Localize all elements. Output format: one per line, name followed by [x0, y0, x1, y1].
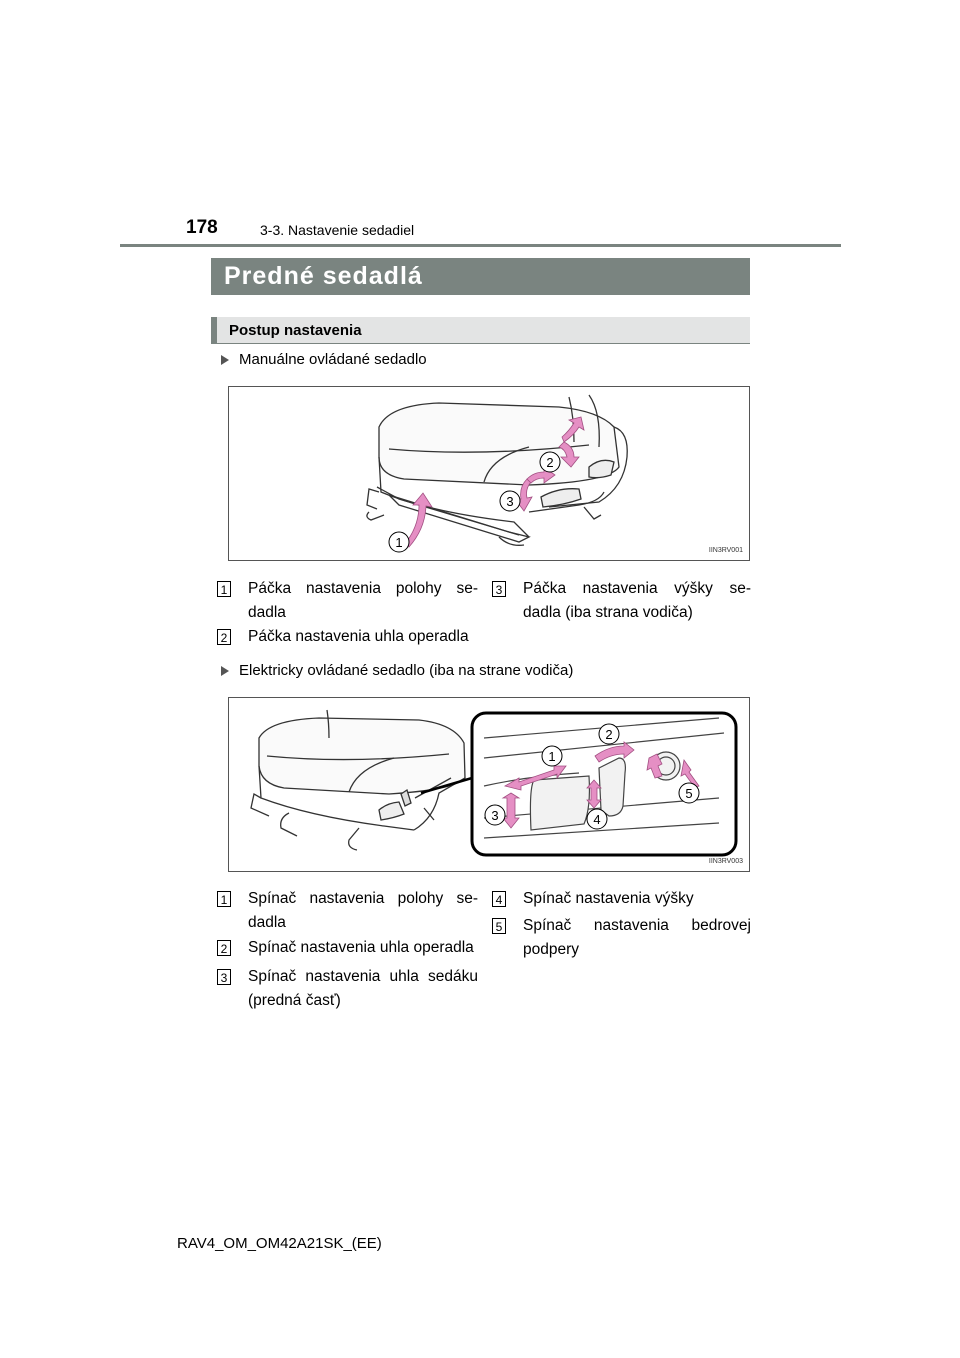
legend-number: 2 — [217, 629, 231, 645]
svg-text:1: 1 — [548, 749, 556, 764]
legend-number: 1 — [217, 581, 231, 597]
legend-item — [492, 887, 752, 913]
svg-text:4: 4 — [593, 812, 601, 827]
legend-item — [217, 936, 497, 962]
legend-item — [492, 914, 752, 964]
legend-text: Páčka nastavenia výšky se-dadla (iba strana vodiča) — [523, 580, 751, 621]
legend-text: Páčka nastavenia uhla operadla — [248, 628, 469, 645]
svg-text:2: 2 — [605, 727, 613, 742]
legend-item — [217, 625, 497, 651]
triangle-bullet-icon — [221, 666, 229, 676]
legend-item — [217, 965, 477, 1015]
figure-code: IIN3RV003 — [708, 858, 743, 865]
svg-text:5: 5 — [685, 786, 693, 801]
power-seat-figure — [228, 697, 750, 872]
legend-text: Spínač nastavenia bedrovej podpery — [523, 917, 751, 958]
footer-code: RAV4_OM_OM42A21SK_(EE) — [177, 1235, 382, 1252]
legend-number: 4 — [492, 891, 506, 907]
bullet-manual-seat-text: Manuálne ovládané sedadlo — [239, 351, 427, 368]
legend-text: Spínač nastavenia uhla sedáku (predná časť) — [248, 968, 478, 1009]
power-seat-illustration — [229, 698, 751, 873]
bullet-power-seat-text: Elektricky ovládané sedadlo (iba na strane vodiča) — [239, 662, 574, 679]
legend-number: 2 — [217, 940, 231, 956]
legend-item — [217, 887, 477, 937]
figure-code: IIN3RV001 — [708, 547, 743, 554]
bullet-power-seat — [221, 662, 573, 679]
svg-text:1: 1 — [395, 535, 403, 550]
legend-text: Spínač nastavenia polohy se-dadla — [248, 890, 478, 931]
page-title: Predné sedadlá — [211, 258, 750, 295]
legend-number: 3 — [492, 581, 506, 597]
section-title: 3-3. Nastavenie sedadiel — [260, 222, 415, 238]
triangle-bullet-icon — [221, 355, 229, 365]
svg-text:3: 3 — [506, 494, 514, 509]
legend-text: Páčka nastavenia polohy se-dadla — [248, 580, 478, 621]
manual-seat-illustration — [229, 387, 751, 562]
subsection-title: Postup nastavenia — [211, 317, 750, 344]
legend-text: Spínač nastavenia výšky — [523, 890, 694, 907]
page-number: 178 — [186, 217, 218, 238]
legend-number: 1 — [217, 891, 231, 907]
header-rule — [120, 244, 841, 247]
legend-number: 3 — [217, 969, 231, 985]
legend-item — [492, 577, 752, 627]
legend-item — [217, 577, 477, 627]
legend-number: 5 — [492, 918, 506, 934]
bullet-manual-seat — [221, 351, 427, 368]
svg-text:2: 2 — [546, 455, 554, 470]
legend-text: Spínač nastavenia uhla operadla — [248, 939, 474, 956]
manual-seat-figure — [228, 386, 750, 561]
svg-text:3: 3 — [491, 808, 499, 823]
